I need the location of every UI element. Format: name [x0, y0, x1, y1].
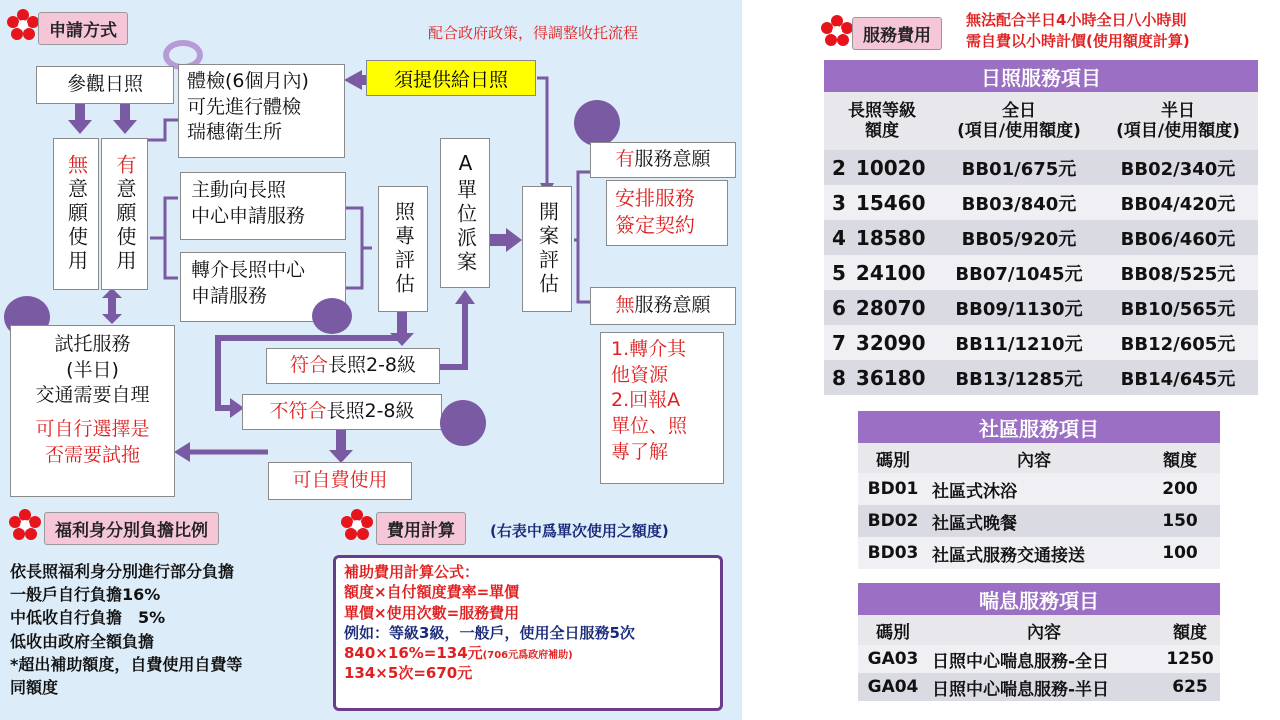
- header-half: 半日 (項目/使用額度): [1098, 92, 1258, 150]
- level-value: 3: [832, 190, 846, 215]
- active-line-1: 主動向長照: [191, 179, 287, 201]
- full-day-cell: BB09/1130元: [940, 290, 1098, 325]
- content-cell: 社區式晚餐: [928, 505, 1140, 537]
- welfare-title: 福利身分別負擔比例: [44, 512, 219, 545]
- service-fee-note: [966, 10, 1190, 52]
- formula-box: [333, 555, 723, 711]
- trial-line-2: (半日): [66, 358, 119, 381]
- code-cell: GA03: [858, 645, 928, 673]
- not-qualify-box: 不符合 長照2-8級: [242, 394, 442, 430]
- trial-box: [10, 325, 175, 497]
- amount-cell: 625: [1160, 673, 1220, 701]
- welfare-line-6: 同額度: [10, 677, 59, 697]
- welfare-line-5: *超出補助額度，自費使用自費等: [10, 654, 243, 674]
- level-value: 5: [832, 260, 846, 285]
- flower-icon: [6, 8, 40, 42]
- welfare-line-2: 一般戶自行負擔16%: [10, 585, 161, 605]
- day-care-table: [824, 60, 1258, 395]
- formula-line-1: 額度×自付額度費率=單價: [344, 583, 520, 602]
- community-title: 社區服務項目: [858, 411, 1220, 443]
- content-cell: 社區式沐浴: [928, 473, 1140, 505]
- respite-table: [858, 583, 1220, 701]
- active-line-2: 中心申請服務: [191, 204, 306, 227]
- trial-line-1: 試托服務: [54, 333, 131, 355]
- level-cell: [824, 185, 940, 220]
- health-line-1: 體檢(6個月內): [187, 70, 309, 92]
- arrange-line-2: 簽定契約: [615, 213, 695, 237]
- table-row: [858, 505, 1220, 537]
- table-row: [824, 290, 1258, 325]
- case-assess-box: 開案評估: [522, 186, 572, 312]
- level-value: 2: [832, 155, 846, 180]
- day-care-title: 日照服務項目: [824, 60, 1258, 92]
- fee-note: (右表中爲單次使用之額度): [490, 522, 669, 540]
- health-line-2: 可先進行體檢: [187, 95, 302, 118]
- content-cell: 社區式服務交通接送: [928, 537, 1140, 569]
- level-cell: [824, 255, 940, 290]
- welfare-line-1: 依長照福利身分別進行部分負擔: [10, 562, 235, 581]
- fee-title: 費用計算: [376, 512, 466, 545]
- no-service-box: 無 服務意願: [590, 287, 736, 325]
- refer-line-1: 轉介長照中心: [191, 259, 306, 281]
- formula-example: 例如：等級3級，一般戶，使用全日服務5次: [344, 623, 635, 642]
- formula-line-2: 單價×使用次數=服務費用: [344, 603, 520, 622]
- formula-calc-2: 134×5次=670元: [344, 664, 473, 683]
- policy-note: 配合政府政策，得調整收托流程: [428, 24, 639, 42]
- amount-value: 28070: [855, 295, 926, 320]
- level-value: 4: [832, 225, 846, 250]
- has-will-box: 有 意願使用: [101, 138, 148, 290]
- formula-calc-note: (706元爲政府補助): [482, 650, 573, 661]
- respite-header-content: 內容: [928, 615, 1160, 645]
- day-care-rows: [824, 150, 1258, 395]
- flower-icon: [8, 508, 42, 542]
- amount-value: 36180: [855, 365, 926, 390]
- level-value: 8: [832, 365, 846, 390]
- full-day-cell: BB11/1210元: [940, 325, 1098, 360]
- has-service-box: 有 服務意願: [590, 142, 736, 178]
- half-day-cell: BB08/525元: [1098, 255, 1258, 290]
- community-table: [858, 411, 1220, 569]
- welfare-line-4: 低收由政府全額負擔: [10, 631, 155, 651]
- amount-value: 18580: [855, 225, 926, 250]
- welfare-text: [10, 560, 330, 699]
- action-line-5: 專了解: [611, 440, 669, 463]
- action-line-4: 單位、照: [611, 414, 688, 437]
- no-will-box: 無 意願使用: [53, 138, 99, 290]
- health-line-3: 瑞穗衛生所: [187, 121, 283, 144]
- amount-value: 15460: [855, 190, 926, 215]
- circle-decoration: [312, 298, 352, 334]
- arrange-box: [606, 180, 728, 246]
- table-row: [824, 150, 1258, 185]
- circle-decoration: [574, 100, 620, 146]
- must-provide-box: 須提供給日照: [366, 60, 536, 96]
- half-day-cell: BB02/340元: [1098, 150, 1258, 185]
- flower-icon: [340, 508, 374, 542]
- level-value: 7: [832, 330, 846, 355]
- amount-cell: 1250: [1160, 645, 1220, 673]
- formula-calc-1: 840×16%=134元: [344, 644, 483, 662]
- respite-title: 喘息服務項目: [858, 583, 1220, 615]
- fee-note-line-1: 無法配合半日4小時全日八小時則: [966, 11, 1187, 29]
- action-line-2: 他資源: [611, 363, 669, 386]
- refer-line-2: 申請服務: [191, 284, 268, 307]
- welfare-line-3: 中低收自行負擔 5%: [10, 608, 166, 628]
- header-full: 全日 (項目/使用額度): [940, 92, 1098, 150]
- table-row: [824, 185, 1258, 220]
- full-day-cell: BB01/675元: [940, 150, 1098, 185]
- code-cell: BD01: [858, 473, 928, 505]
- content-cell: 日照中心喘息服務-全日: [928, 645, 1160, 673]
- table-row: [858, 537, 1220, 569]
- no-service-actions-box: [600, 332, 724, 484]
- flower-icon: [820, 14, 854, 48]
- level-cell: [824, 290, 940, 325]
- action-line-1: 1.轉介其: [611, 338, 687, 360]
- code-cell: BD02: [858, 505, 928, 537]
- amount-cell: 150: [1140, 505, 1220, 537]
- respite-header-code: 碼別: [858, 615, 928, 645]
- respite-header-amount: 額度: [1160, 615, 1220, 645]
- table-row: [824, 360, 1258, 395]
- amount-value: 24100: [855, 260, 926, 285]
- amount-value: 32090: [855, 330, 926, 355]
- level-cell: [824, 220, 940, 255]
- respite-rows: [858, 645, 1220, 701]
- full-day-cell: BB13/1285元: [940, 360, 1098, 395]
- full-day-cell: BB05/920元: [940, 220, 1098, 255]
- table-row: [824, 220, 1258, 255]
- table-row: [858, 473, 1220, 505]
- full-day-cell: BB07/1045元: [940, 255, 1098, 290]
- visit-box: 參觀日照: [36, 66, 174, 104]
- arrange-line-1: 安排服務: [615, 186, 695, 210]
- apply-method-title: 申請方式: [38, 12, 128, 45]
- table-row: [858, 673, 1220, 701]
- community-header-content: 內容: [928, 443, 1140, 473]
- half-day-cell: BB04/420元: [1098, 185, 1258, 220]
- community-header-code: 碼別: [858, 443, 928, 473]
- code-cell: GA04: [858, 673, 928, 701]
- level-cell: [824, 150, 940, 185]
- qualify-box: 符合 長照2-8級: [266, 348, 440, 384]
- assess-box: 照專評估: [378, 186, 428, 312]
- formula-title: 補助費用計算公式：: [344, 563, 480, 581]
- amount-value: 10020: [855, 155, 926, 180]
- half-day-cell: BB12/605元: [1098, 325, 1258, 360]
- community-header-amount: 額度: [1140, 443, 1220, 473]
- trial-choice-1: 可自行選擇是: [35, 417, 150, 440]
- table-row: [824, 325, 1258, 360]
- level-value: 6: [832, 295, 846, 320]
- a-unit-box: A單位派案: [440, 138, 490, 288]
- self-pay-box: 可自費使用: [268, 462, 412, 500]
- full-day-cell: BB03/840元: [940, 185, 1098, 220]
- table-row: [824, 255, 1258, 290]
- code-cell: BD03: [858, 537, 928, 569]
- trial-line-3: 交通需要自理: [35, 384, 150, 407]
- trial-choice-2: 否需要試拖: [44, 443, 140, 466]
- community-rows: [858, 473, 1220, 569]
- action-line-3: 2.回報A: [611, 389, 681, 412]
- circle-decoration: [440, 400, 486, 446]
- health-check-box: [178, 64, 345, 158]
- amount-cell: 200: [1140, 473, 1220, 505]
- half-day-cell: BB14/645元: [1098, 360, 1258, 395]
- content-cell: 日照中心喘息服務-半日: [928, 673, 1160, 701]
- level-cell: [824, 325, 940, 360]
- service-fee-title: 服務費用: [852, 17, 942, 50]
- table-row: [858, 645, 1220, 673]
- header-level: 長照等級 額度: [824, 92, 940, 150]
- half-day-cell: BB06/460元: [1098, 220, 1258, 255]
- fee-note-line-2: 需自費以小時計價(使用額度計算): [966, 32, 1190, 50]
- level-cell: [824, 360, 940, 395]
- amount-cell: 100: [1140, 537, 1220, 569]
- half-day-cell: BB10/565元: [1098, 290, 1258, 325]
- active-apply-box: [180, 172, 346, 240]
